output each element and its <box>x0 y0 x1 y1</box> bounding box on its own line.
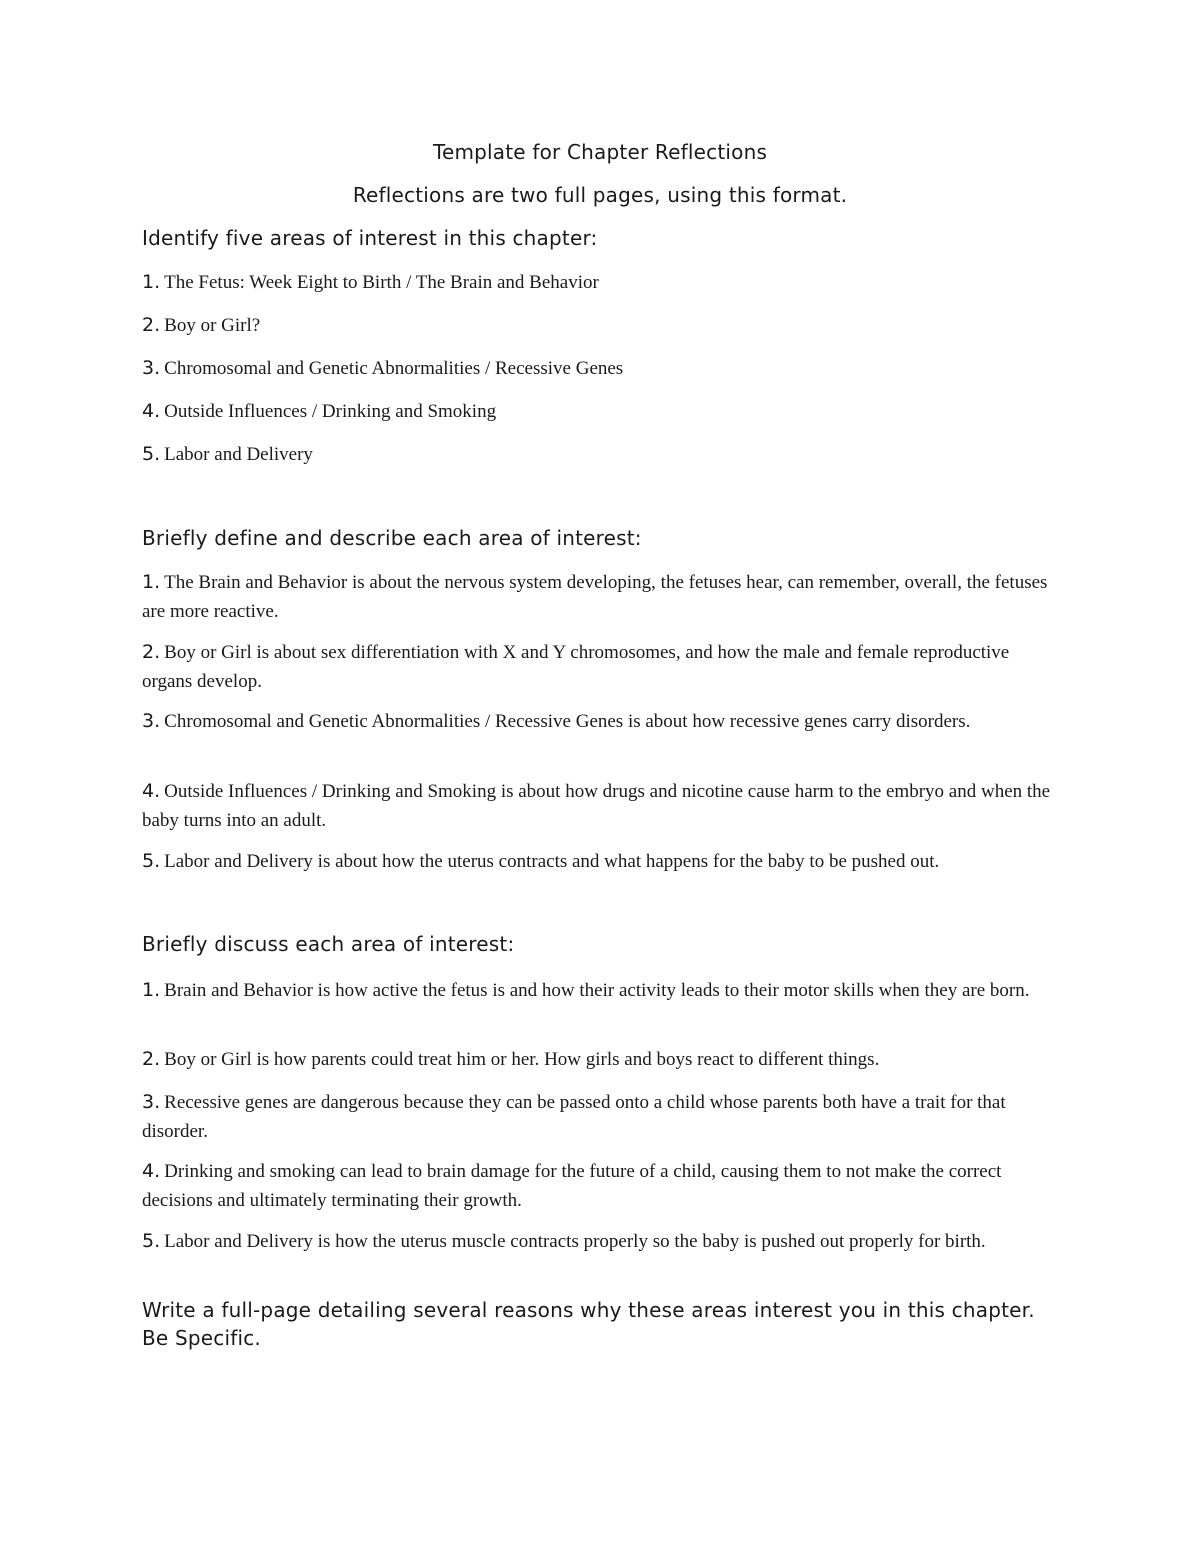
identify-item-4 <box>142 397 1062 427</box>
item-number: 2. <box>142 314 161 336</box>
define-heading: Briefly define and describe each area of interest: <box>142 526 642 550</box>
identify-item-5 <box>142 440 1062 470</box>
item-text: Labor and Delivery <box>164 444 313 465</box>
item-number: 5. <box>142 1230 161 1252</box>
discuss-item-4 <box>142 1157 1062 1216</box>
item-text: The Fetus: Week Eight to Birth / The Brain and Behavior <box>164 272 599 293</box>
item-number: 3. <box>142 1091 161 1113</box>
define-item-4 <box>142 777 1062 836</box>
item-text: Brain and Behavior is how active the fetus is and how their activity leads to their motor skills when they are born. <box>164 980 1030 1001</box>
item-number: 2. <box>142 641 161 663</box>
identify-item-2 <box>142 311 1062 341</box>
item-text: Outside Influences / Drinking and Smoking <box>164 401 497 422</box>
define-item-1 <box>142 568 1062 627</box>
item-number: 4. <box>142 780 161 802</box>
discuss-item-2 <box>142 1045 1062 1075</box>
item-number: 1. <box>142 571 161 593</box>
define-item-3 <box>142 707 1062 737</box>
item-number: 5. <box>142 850 161 872</box>
item-text: Labor and Delivery is how the uterus muscle contracts properly so the baby is pushed out properly for birth. <box>164 1231 986 1252</box>
item-text: Drinking and smoking can lead to brain damage for the future of a child, causing them to not make the correct decisions and ultimately terminating their growth. <box>142 1161 1002 1211</box>
discuss-heading: Briefly discuss each area of interest: <box>142 932 515 956</box>
item-text: Boy or Girl is how parents could treat him or her. How girls and boys react to different things. <box>164 1049 880 1070</box>
identify-heading: Identify five areas of interest in this chapter: <box>142 226 598 250</box>
item-text: Recessive genes are dangerous because they can be passed onto a child whose parents both have a trait for that disorder. <box>142 1092 1006 1142</box>
define-item-2 <box>142 638 1062 697</box>
item-number: 4. <box>142 400 161 422</box>
item-number: 3. <box>142 710 161 732</box>
item-text: Outside Influences / Drinking and Smoking is about how drugs and nicotine cause harm to the embryo and when the baby turns into an adult. <box>142 781 1051 831</box>
item-number: 1. <box>142 979 161 1001</box>
item-number: 5. <box>142 443 161 465</box>
identify-item-1 <box>142 268 1062 298</box>
item-text: Labor and Delivery is about how the uterus contracts and what happens for the baby to be pushed out. <box>164 851 940 872</box>
item-number: 3. <box>142 357 161 379</box>
item-text: Chromosomal and Genetic Abnormalities / Recessive Genes is about how recessive genes carry disorders. <box>164 711 971 732</box>
item-number: 1. <box>142 271 161 293</box>
document-subtitle: Reflections are two full pages, using this format. <box>352 183 848 207</box>
document-title: Template for Chapter Reflections <box>432 140 768 164</box>
discuss-item-1 <box>142 976 1062 1006</box>
item-number: 2. <box>142 1048 161 1070</box>
item-text: Boy or Girl is about sex differentiation with X and Y chromosomes, and how the male and female reproductive organs develop. <box>142 642 1010 692</box>
identify-item-3 <box>142 354 1062 384</box>
item-text: Chromosomal and Genetic Abnormalities / Recessive Genes <box>164 358 624 379</box>
define-item-5 <box>142 847 1062 877</box>
discuss-item-5 <box>142 1227 1062 1257</box>
closing-instruction: Write a full-page detailing several reasons why these areas interest you in this chapter. Be Specific. <box>142 1298 1035 1350</box>
item-text: Boy or Girl? <box>164 315 261 336</box>
discuss-item-3 <box>142 1088 1062 1147</box>
item-text: The Brain and Behavior is about the nervous system developing, the fetuses hear, can remember, overall, the fetuses are more reactive. <box>142 572 1048 622</box>
item-number: 4. <box>142 1160 161 1182</box>
